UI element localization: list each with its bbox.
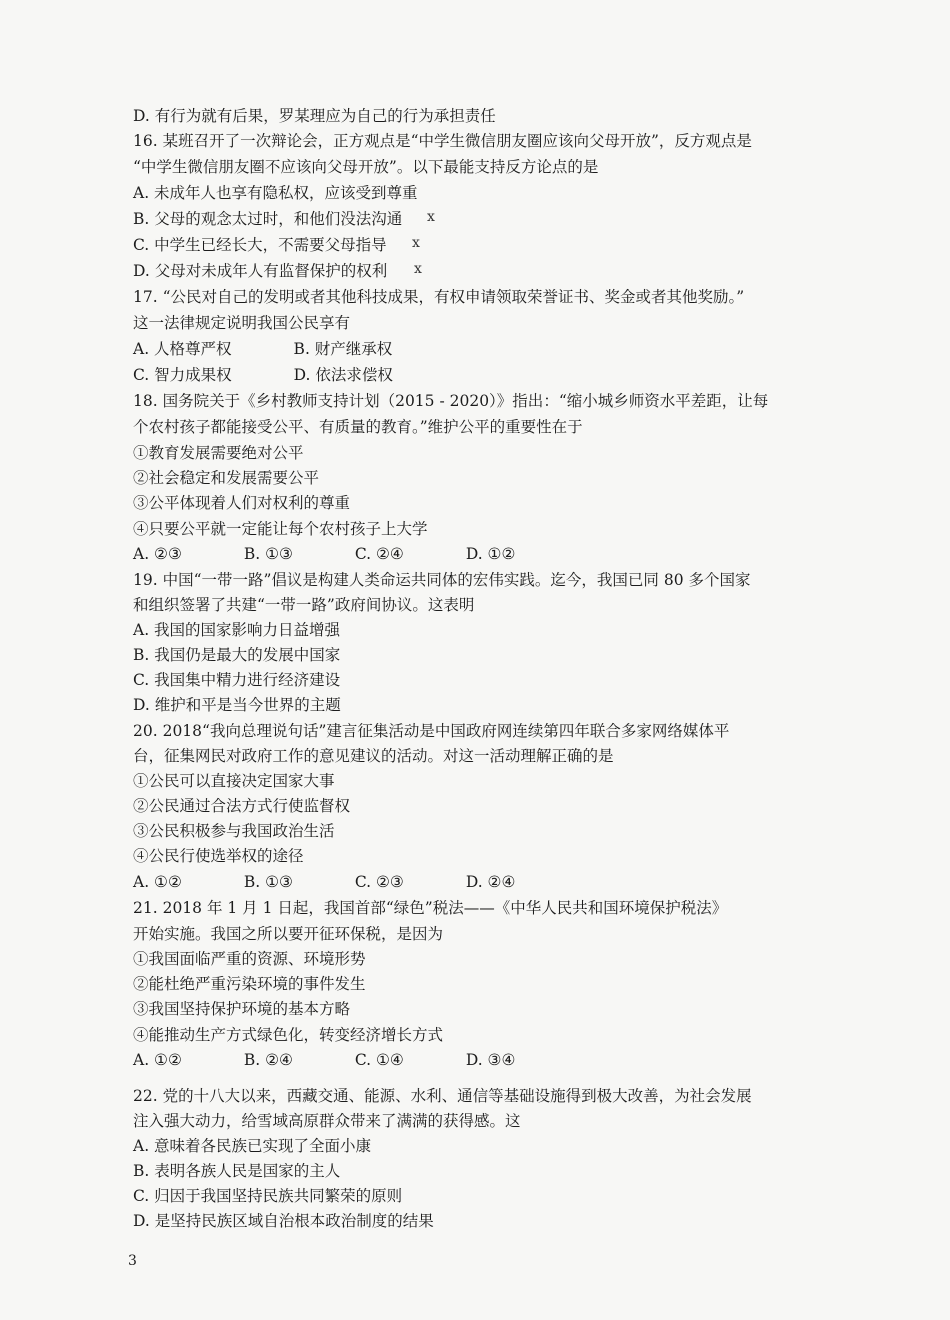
- text-line: A. 意味着各民族已实现了全面小康: [133, 1137, 372, 1155]
- text-line: 16. 某班召开了一次辩论会，正方观点是“中学生微信朋友圈应该向父母开放”，反方观点是: [133, 132, 752, 150]
- text-line: A. 人格尊严权 B. 财产继承权: [133, 340, 393, 358]
- text-line: 17. “公民对自己的发明或者其他科技成果，有权申请领取荣誉证书、奖金或者其他奖励。”: [133, 288, 745, 306]
- text-line: ④公民行使选举权的途径: [133, 847, 304, 865]
- text-line: “中学生微信朋友圈不应该向父母开放”。以下最能支持反方论点的是: [133, 158, 599, 176]
- text-line: 个农村孩子都能接受公平、有质量的教育。”维护公平的重要性在于: [133, 418, 583, 436]
- text-line: A. ①② B. ①③ C. ②③ D. ②④: [133, 873, 516, 891]
- text-line: 注入强大动力，给雪域高原群众带来了满满的获得感。这: [133, 1112, 521, 1130]
- text-line: ②公民通过合法方式行使监督权: [133, 797, 351, 815]
- text-line: C. 智力成果权 D. 依法求偿权: [133, 366, 393, 384]
- text-line: 开始实施。我国之所以要开征环保税，是因为: [133, 925, 444, 943]
- text-line: ①我国面临严重的资源、环境形势: [133, 950, 366, 968]
- text-line: 19. 中国“一带一路”倡议是构建人类命运共同体的宏伟实践。迄今，我国已同 80 多个国家: [133, 571, 751, 589]
- text-line: A. 未成年人也享有隐私权，应该受到尊重: [133, 184, 418, 202]
- text-line: ①教育发展需要绝对公平: [133, 444, 304, 462]
- cross-mark: x: [412, 235, 420, 251]
- text-line: C. 归因于我国坚持民族共同繁荣的原则: [133, 1187, 403, 1205]
- text-line: B. 父母的观念太过时，和他们没法沟通: [133, 210, 403, 228]
- text-line: ③公民积极参与我国政治生活: [133, 822, 335, 840]
- page-number: 3: [128, 1253, 137, 1269]
- text-line: 22. 党的十八大以来，西藏交通、能源、水利、通信等基础设施得到极大改善，为社会发展: [133, 1087, 752, 1105]
- text-line: B. 我国仍是最大的发展中国家: [133, 646, 341, 664]
- text-line: C. 我国集中精力进行经济建设: [133, 671, 341, 689]
- text-line: 20. 2018“我向总理说句话”建言征集活动是中国政府网连续第四年联合多家网络媒体平: [133, 722, 730, 740]
- text-line: A. 我国的国家影响力日益增强: [133, 621, 341, 639]
- text-line: D. 父母对未成年人有监督保护的权利: [133, 262, 388, 280]
- text-line: ④只要公平就一定能让每个农村孩子上大学: [133, 520, 428, 538]
- cross-mark: x: [414, 261, 422, 277]
- text-line: ②社会稳定和发展需要公平: [133, 469, 320, 487]
- text-line: C. 中学生已经长大，不需要父母指导: [133, 236, 387, 254]
- text-line: 这一法律规定说明我国公民享有: [133, 314, 351, 332]
- text-line: A. ②③ B. ①③ C. ②④ D. ①②: [133, 545, 516, 563]
- text-line: 和组织签署了共建“一带一路”政府间协议。这表明: [133, 596, 475, 614]
- text-line: B. 表明各族人民是国家的主人: [133, 1162, 341, 1180]
- text-line: ③公平体现着人们对权利的尊重: [133, 494, 351, 512]
- text-line: 21. 2018 年 1 月 1 日起，我国首部“绿色”税法——《中华人民共和国环境保护税法》: [133, 899, 728, 917]
- text-line: ②能杜绝严重污染环境的事件发生: [133, 975, 366, 993]
- text-line: ③我国坚持保护环境的基本方略: [133, 1000, 351, 1018]
- text-line: 台，征集网民对政府工作的意见建议的活动。对这一活动理解正确的是: [133, 747, 614, 765]
- text-line: A. ①② B. ②④ C. ①④ D. ③④: [133, 1051, 516, 1069]
- text-line: ①公民可以直接决定国家大事: [133, 772, 335, 790]
- text-line: 18. 国务院关于《乡村教师支持计划（2015 - 2020）》指出：“缩小城乡师资水平差距，让每: [133, 392, 769, 410]
- text-line: ④能推动生产方式绿色化，转变经济增长方式: [133, 1026, 444, 1044]
- cross-mark: x: [427, 209, 435, 225]
- text-line: D. 是坚持民族区域自治根本政治制度的结果: [133, 1212, 434, 1230]
- text-line: D. 有行为就有后果，罗某理应为自己的行为承担责任: [133, 107, 496, 125]
- text-line: D. 维护和平是当今世界的主题: [133, 696, 341, 714]
